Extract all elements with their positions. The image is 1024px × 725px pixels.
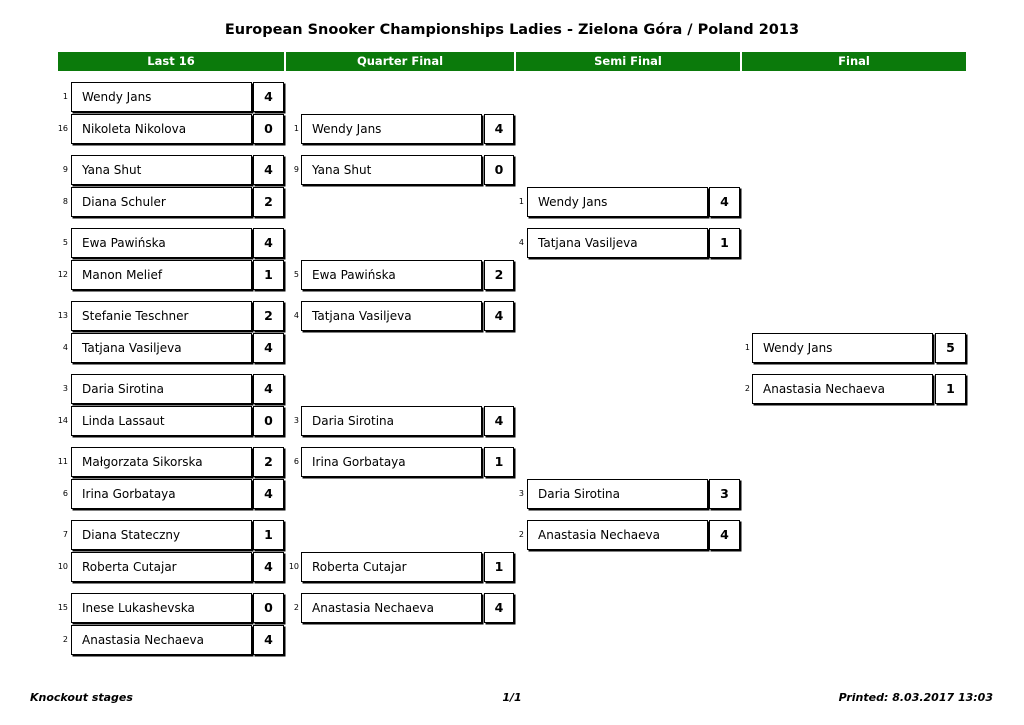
seed-number: 4	[62, 343, 68, 352]
qf-player-name: Anastasia Nechaeva	[301, 593, 482, 623]
seed-number: 5	[293, 270, 299, 279]
last16-player-score: 0	[253, 406, 284, 436]
sf-player-name: Tatjana Vasiljeva	[527, 228, 708, 258]
seed-number: 6	[293, 457, 299, 466]
last16-player-score: 2	[253, 301, 284, 331]
sf-player-name: Anastasia Nechaeva	[527, 520, 708, 550]
sf-player-name: Daria Sirotina	[527, 479, 708, 509]
seed-number: 14	[57, 416, 68, 425]
qf-player-score: 4	[484, 114, 514, 144]
last16-player-name: Tatjana Vasiljeva	[71, 333, 252, 363]
footer-left: Knockout stages	[30, 691, 133, 704]
last16-player-score: 2	[253, 447, 284, 477]
header-quarter-final: Quarter Final	[286, 52, 514, 71]
last16-player-name: Linda Lassaut	[71, 406, 252, 436]
last16-player-score: 4	[253, 155, 284, 185]
last16-player-score: 1	[253, 260, 284, 290]
seed-number: 2	[744, 384, 750, 393]
seed-number: 6	[62, 489, 68, 498]
last16-player-name: Irina Gorbataya	[71, 479, 252, 509]
last16-player-name: Małgorzata Sikorska	[71, 447, 252, 477]
seed-number: 3	[518, 489, 524, 498]
page-title: European Snooker Championships Ladies - Zielona Góra / Poland 2013	[224, 22, 800, 38]
seed-number: 1	[744, 343, 750, 352]
qf-player-score: 4	[484, 406, 514, 436]
final-player-score: 1	[935, 374, 966, 404]
seed-number: 1	[62, 92, 68, 101]
last16-player-name: Roberta Cutajar	[71, 552, 252, 582]
sf-player-score: 4	[709, 187, 740, 217]
last16-player-name: Nikoleta Nikolova	[71, 114, 252, 144]
footer-page: 1/1	[502, 691, 522, 704]
last16-player-name: Yana Shut	[71, 155, 252, 185]
seed-number: 3	[62, 384, 68, 393]
last16-player-name: Ewa Pawińska	[71, 228, 252, 258]
last16-player-score: 4	[253, 625, 284, 655]
last16-player-name: Stefanie Teschner	[71, 301, 252, 331]
seed-number: 5	[62, 238, 68, 247]
seed-number: 16	[57, 124, 68, 133]
last16-player-name: Anastasia Nechaeva	[71, 625, 252, 655]
last16-player-score: 4	[253, 333, 284, 363]
qf-player-name: Wendy Jans	[301, 114, 482, 144]
sf-player-score: 4	[709, 520, 740, 550]
seed-number: 1	[293, 124, 299, 133]
seed-number: 4	[518, 238, 524, 247]
qf-player-score: 0	[484, 155, 514, 185]
seed-number: 2	[518, 530, 524, 539]
sf-player-score: 3	[709, 479, 740, 509]
seed-number: 7	[62, 530, 68, 539]
last16-player-score: 4	[253, 479, 284, 509]
seed-number: 15	[57, 603, 68, 612]
qf-player-score: 1	[484, 552, 514, 582]
final-player-name: Wendy Jans	[752, 333, 933, 363]
final-player-score: 5	[935, 333, 966, 363]
seed-number: 4	[293, 311, 299, 320]
last16-player-name: Diana Stateczny	[71, 520, 252, 550]
last16-player-name: Wendy Jans	[71, 82, 252, 112]
sf-player-name: Wendy Jans	[527, 187, 708, 217]
seed-number: 1	[518, 197, 524, 206]
last16-player-name: Inese Lukashevska	[71, 593, 252, 623]
sf-player-score: 1	[709, 228, 740, 258]
qf-player-name: Daria Sirotina	[301, 406, 482, 436]
seed-number: 9	[62, 165, 68, 174]
seed-number: 13	[57, 311, 68, 320]
last16-player-score: 4	[253, 374, 284, 404]
last16-player-score: 4	[253, 82, 284, 112]
last16-player-score: 1	[253, 520, 284, 550]
seed-number: 3	[293, 416, 299, 425]
qf-player-score: 1	[484, 447, 514, 477]
last16-player-score: 2	[253, 187, 284, 217]
qf-player-name: Irina Gorbataya	[301, 447, 482, 477]
qf-player-name: Yana Shut	[301, 155, 482, 185]
last16-player-score: 4	[253, 552, 284, 582]
seed-number: 2	[62, 635, 68, 644]
qf-player-score: 4	[484, 301, 514, 331]
last16-player-name: Manon Melief	[71, 260, 252, 290]
seed-number: 10	[57, 562, 68, 571]
seed-number: 2	[293, 603, 299, 612]
seed-number: 12	[57, 270, 68, 279]
qf-player-score: 2	[484, 260, 514, 290]
last16-player-name: Daria Sirotina	[71, 374, 252, 404]
seed-number: 8	[62, 197, 68, 206]
header-semi-final: Semi Final	[516, 52, 740, 71]
header-final: Final	[742, 52, 966, 71]
last16-player-name: Diana Schuler	[71, 187, 252, 217]
header-last-16: Last 16	[58, 52, 284, 71]
qf-player-name: Roberta Cutajar	[301, 552, 482, 582]
qf-player-name: Ewa Pawińska	[301, 260, 482, 290]
qf-player-score: 4	[484, 593, 514, 623]
last16-player-score: 0	[253, 114, 284, 144]
final-player-name: Anastasia Nechaeva	[752, 374, 933, 404]
seed-number: 11	[57, 457, 68, 466]
qf-player-name: Tatjana Vasiljeva	[301, 301, 482, 331]
seed-number: 9	[293, 165, 299, 174]
footer-printed: Printed: 8.03.2017 13:03	[838, 691, 993, 704]
seed-number: 10	[288, 562, 299, 571]
last16-player-score: 4	[253, 228, 284, 258]
last16-player-score: 0	[253, 593, 284, 623]
